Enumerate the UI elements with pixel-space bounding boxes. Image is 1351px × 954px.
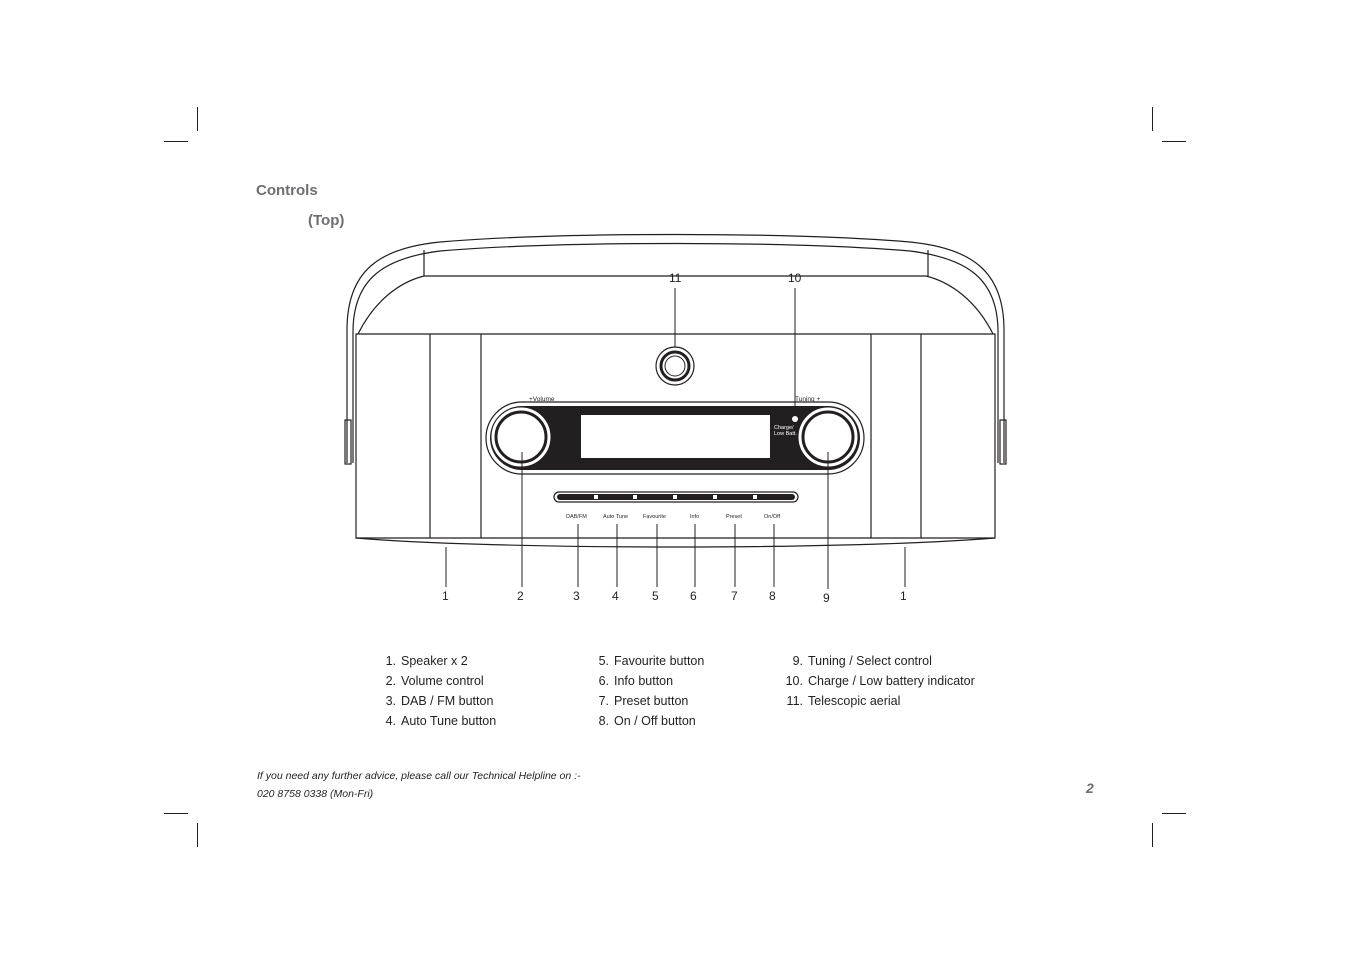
button-label-preset: Preset (726, 514, 742, 520)
legend-label: Telescopic aerial (808, 694, 901, 708)
legend-item (381, 691, 496, 711)
legend-column (781, 651, 975, 711)
callout-number: 11 (669, 271, 682, 285)
legend-item (781, 671, 975, 691)
callout-number: 3 (573, 589, 580, 603)
section-title: Controls (256, 182, 318, 199)
legend-item (781, 651, 975, 671)
legend-label: Info button (614, 674, 674, 688)
legend-label: DAB / FM button (401, 694, 494, 708)
telescopic-aerial (656, 347, 694, 385)
legend-label: Volume control (401, 674, 484, 688)
legend-label: Preset button (614, 694, 689, 708)
button-strip (554, 492, 798, 520)
legend-label: Speaker x 2 (401, 654, 468, 668)
legend-number: 3. (385, 694, 396, 708)
callout-number: 7 (731, 589, 738, 603)
legend-item (594, 691, 704, 711)
legend-label: Tuning / Select control (808, 654, 932, 668)
tuning-minus-label: - (819, 471, 822, 478)
legend-number: 4. (385, 714, 396, 728)
legend-label: Auto Tune button (401, 714, 497, 728)
section-subtitle: (Top) (308, 212, 345, 229)
control-panel (486, 396, 864, 478)
legend-number: 5. (598, 654, 609, 668)
legend-number: 11. (786, 694, 803, 708)
legend-item (781, 691, 975, 711)
legend-column (381, 651, 496, 731)
callout-number: 4 (612, 589, 619, 603)
charge-label: Charge/ (774, 425, 794, 431)
page-number: 2 (1086, 780, 1094, 796)
button-label-on-off: On/Off (764, 514, 781, 520)
legend-number: 1. (385, 654, 396, 668)
legend-number: 6. (598, 674, 609, 688)
button-label-dab-fm: DAB/FM (566, 514, 587, 520)
legend-number: 8. (598, 714, 609, 728)
legend-column (594, 651, 704, 731)
callout-number: 2 (517, 589, 524, 603)
callout-number: 1 (900, 589, 907, 603)
legend-item (594, 651, 704, 671)
legend-number: 7. (598, 694, 609, 708)
volume-label: +Volume (529, 396, 555, 403)
button-label-auto-tune: Auto Tune (603, 514, 629, 520)
legend-number: 2. (385, 674, 396, 688)
legend-label: Favourite button (614, 654, 705, 668)
legend-item (381, 711, 496, 731)
legend-label: Charge / Low battery indicator (808, 674, 975, 688)
legend-item (594, 671, 704, 691)
legend-number: 10. (785, 674, 803, 688)
display-screen (581, 415, 770, 458)
button-label-info: Info (690, 514, 700, 520)
callout-number: 9 (823, 591, 830, 605)
callout-number: 8 (769, 589, 776, 603)
charge-indicator-light (792, 416, 798, 422)
callout-number: 10 (788, 271, 802, 285)
legend-item (381, 651, 496, 671)
button-label-favourite: Favourite (643, 514, 666, 520)
legend-item (381, 671, 496, 691)
legend-number: 9. (792, 654, 803, 668)
legend-item (594, 711, 704, 731)
helpline-phone: 020 8758 0338 (Mon-Fri) (257, 788, 374, 800)
callout-number: 6 (690, 589, 697, 603)
tuning-label: Tuning + (795, 396, 821, 403)
callout-number: 5 (652, 589, 659, 603)
legend-label: On / Off button (614, 714, 696, 728)
volume-minus-label: - (529, 471, 532, 478)
low-batt-label: Low Batt. (774, 431, 797, 437)
callout-number: 1 (442, 589, 449, 603)
helpline-advice: If you need any further advice, please call our Technical Helpline on :- (257, 770, 581, 782)
